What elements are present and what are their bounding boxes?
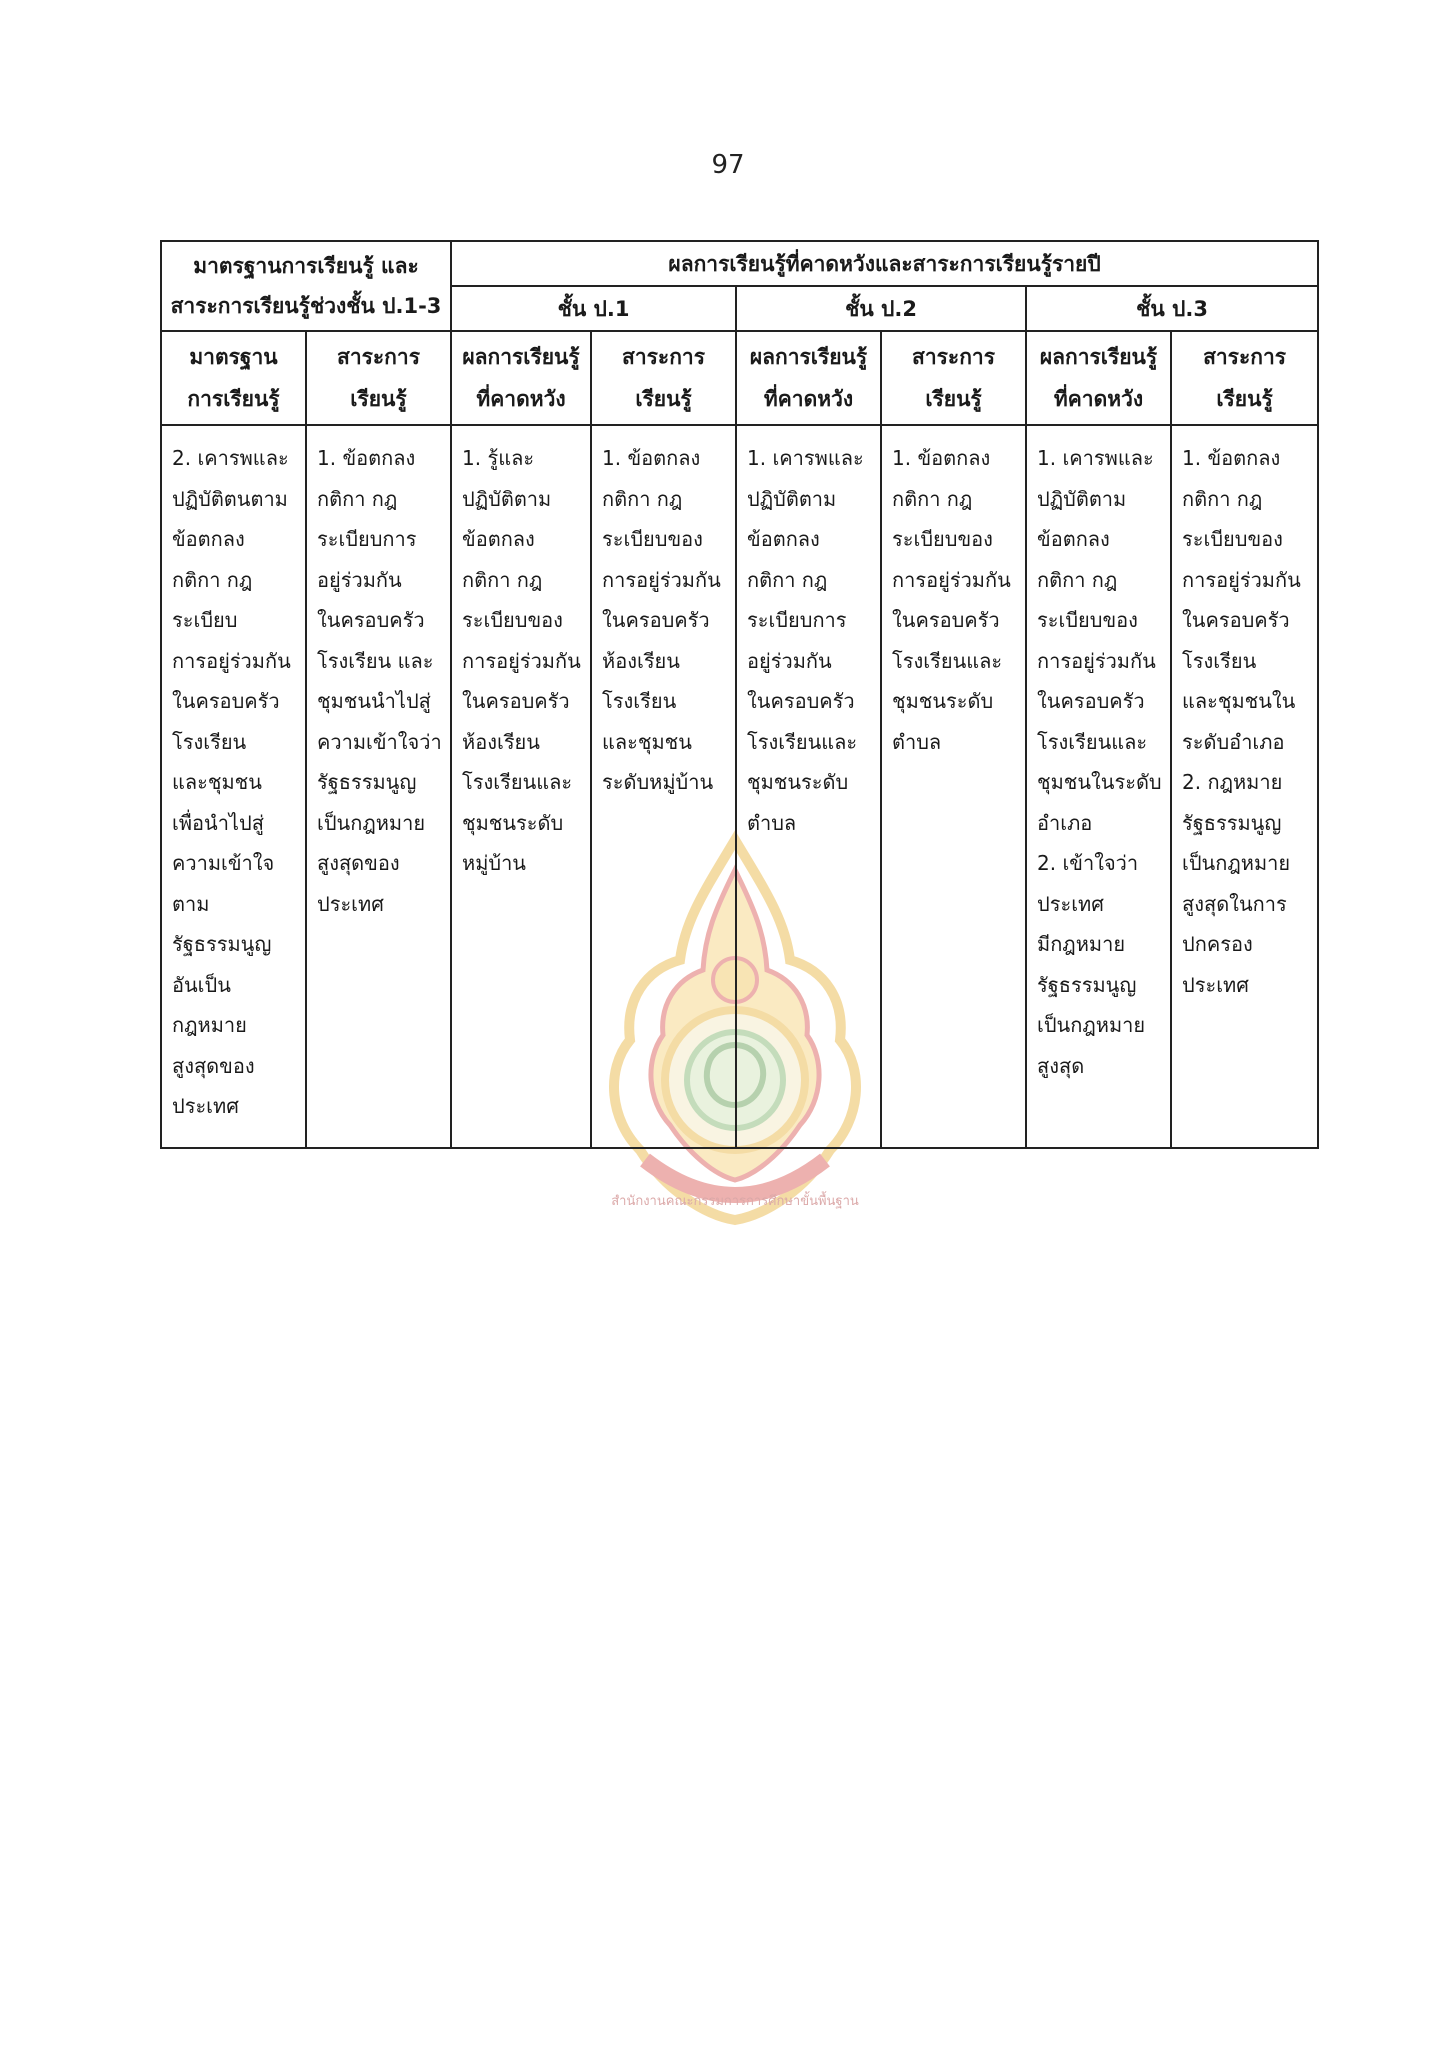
header-expected-outcomes: ผลการเรียนรู้ที่คาดหวังและสาระการเรียนรู้รายปี	[451, 241, 1318, 286]
sub-header-p3-outcome: ผลการเรียนรู้ ที่คาดหวัง	[1026, 331, 1171, 425]
cell-p1-outcome: 1. รู้และ ปฏิบัติตาม ข้อตกลง กติกา กฎ ระเบียบของ การอยู่ร่วมกัน ในครอบครัว ห้องเรียน โรงเรียนและ ชุมชนระดับ หมู่บ้าน	[451, 425, 591, 1148]
cell-p2-outcome: 1. เคารพและ ปฏิบัติตาม ข้อตกลง กติกา กฎ ระเบียบการ อยู่ร่วมกัน ในครอบครัว โรงเรียนและ ชุมชนระดับ ตำบล	[736, 425, 881, 1148]
sub-header-p1-content: สาระการ เรียนรู้	[591, 331, 736, 425]
sub-header-p2-content: สาระการ เรียนรู้	[881, 331, 1026, 425]
header-standards-left: มาตรฐานการเรียนรู้ และ สาระการเรียนรู้ช่วงชั้น ป.1-3	[161, 241, 451, 331]
grade-header-p2: ชั้น ป.2	[736, 286, 1026, 331]
sub-header-content: สาระการ เรียนรู้	[306, 331, 451, 425]
sub-header-standard: มาตรฐาน การเรียนรู้	[161, 331, 306, 425]
curriculum-table	[160, 240, 1319, 1149]
cell-p2-content: 1. ข้อตกลง กติกา กฎ ระเบียบของ การอยู่ร่วมกัน ในครอบครัว โรงเรียนและ ชุมชนระดับ ตำบล	[881, 425, 1026, 1148]
page-number: 97	[711, 150, 745, 180]
sub-header-p3-content: สาระการ เรียนรู้	[1171, 331, 1318, 425]
cell-standard: 2. เคารพและ ปฏิบัติตนตาม ข้อตกลง กติกา กฎ ระเบียบ การอยู่ร่วมกัน ในครอบครัว โรงเรียน และชุมชน เพื่อนำไปสู่ ความเข้าใจ ตามรัฐธรรมนูญ อันเป็นกฎหมาย สูงสุดของ ประเทศ	[161, 425, 306, 1148]
cell-p3-outcome: 1. เคารพและ ปฏิบัติตาม ข้อตกลง กติกา กฎ ระเบียบของ การอยู่ร่วมกัน ในครอบครัว โรงเรียนและ ชุมชนในระดับ อำเภอ 2. เข้าใจว่า ประเทศ มีกฎหมาย รัฐธรรมนูญ เป็นกฎหมาย สูงสุด	[1026, 425, 1171, 1148]
cell-content: 1. ข้อตกลง กติกา กฎ ระเบียบการ อยู่ร่วมกัน ในครอบครัว โรงเรียน และ ชุมชนนำไปสู่ ความเข้าใจว่า รัฐธรรมนูญ เป็นกฎหมาย สูงสุดของ ประเทศ	[306, 425, 451, 1148]
cell-p3-content: 1. ข้อตกลง กติกา กฎ ระเบียบของ การอยู่ร่วมกัน ในครอบครัว โรงเรียน และชุมชนใน ระดับอำเภอ 2. กฎหมาย รัฐธรรมนูญ เป็นกฎหมาย สูงสุดในการ ปกครอง ประเทศ	[1171, 425, 1318, 1148]
grade-header-p1: ชั้น ป.1	[451, 286, 736, 331]
sub-header-p1-outcome: ผลการเรียนรู้ ที่คาดหวัง	[451, 331, 591, 425]
sub-header-p2-outcome: ผลการเรียนรู้ ที่คาดหวัง	[736, 331, 881, 425]
grade-header-p3: ชั้น ป.3	[1026, 286, 1318, 331]
cell-p1-content: 1. ข้อตกลง กติกา กฎ ระเบียบของ การอยู่ร่วมกัน ในครอบครัว ห้องเรียน โรงเรียน และชุมชน ระดับหมู่บ้าน	[591, 425, 736, 1148]
emblem-ring-text: สำนักงานคณะกรรมการการศึกษาขั้นพื้นฐาน	[611, 1194, 859, 1209]
